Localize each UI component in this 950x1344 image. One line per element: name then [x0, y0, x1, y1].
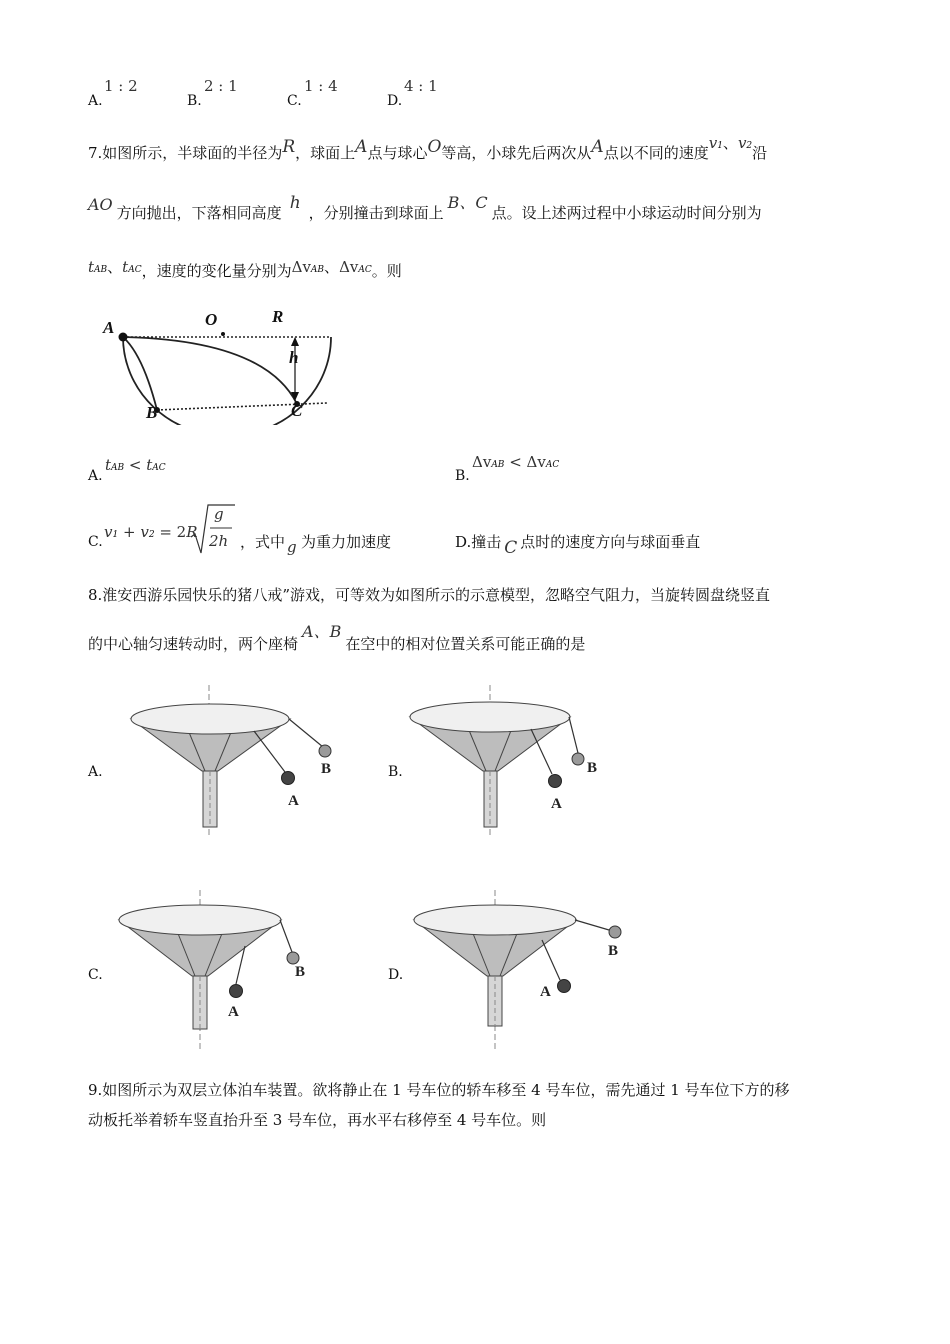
subscript: AC [152, 463, 166, 473]
q7-line-1 [88, 134, 768, 166]
label-r: R [272, 307, 284, 326]
q6-option-d-value: 4 : 1 [404, 77, 438, 95]
var-v: v [140, 523, 149, 541]
seat-b [319, 745, 331, 757]
rope-b [569, 717, 578, 753]
q7-var-ao: AO [88, 195, 113, 214]
subscript: 2 [148, 530, 155, 540]
rope-a [542, 940, 560, 980]
q7-subscript: AB [310, 265, 325, 275]
q9-line-2: 动板托举着轿车竖直抬升至 3 号车位，再水平右移停至 4 号车位。则 [88, 1111, 547, 1129]
trajectory-ab [123, 337, 157, 410]
var-t: t [146, 456, 153, 474]
q8-text: 的中心轴匀速转动时，两个座椅 [88, 635, 299, 653]
label-c: C [291, 401, 303, 420]
fraction-numerator: g [214, 505, 224, 523]
q7-text: ，球面上 [295, 144, 356, 162]
q6-option-b-value: 2 : 1 [204, 77, 238, 95]
label-o: O [205, 310, 218, 329]
label-a: A [228, 1004, 239, 1020]
q8-figure-b [405, 685, 617, 835]
q7-line-3 [88, 258, 402, 284]
label-b: B [587, 760, 598, 776]
rope-b [575, 920, 609, 930]
q8-option-b-letter: B. [388, 764, 403, 780]
disk-top [131, 704, 289, 734]
q8-option-c-letter: C. [88, 967, 103, 983]
q7-separator: 、 [722, 134, 738, 152]
q9-line-1: 9.如图所示为双层立体泊车装置。欲将静止在 1 号车位的轿车移至 4 号车位，需先通过 1 号车位下方的移 [88, 1081, 790, 1099]
var-t: t [105, 456, 112, 474]
seat-b [287, 952, 299, 964]
option-text: ，式中 [240, 533, 286, 551]
q7-var-h: h [289, 193, 301, 213]
seat-a [230, 985, 243, 998]
var-v: v [104, 523, 113, 541]
q7-var-t: t [122, 258, 129, 276]
q7-var-v2: v [737, 134, 747, 152]
label-b: B [321, 761, 332, 777]
q7-var-dv: Δv [291, 258, 311, 276]
label-b: B [608, 943, 619, 959]
var-dv: Δv [472, 453, 492, 471]
option-letter: B. [455, 468, 470, 484]
q8-option-d-letter: D. [388, 967, 404, 983]
q6-option-a-letter: A. [88, 93, 103, 109]
label-a: A [551, 796, 562, 812]
point-o [221, 332, 225, 336]
option-letter: C. [88, 534, 103, 550]
q7-subscript: AC [358, 265, 372, 275]
q7-subscript: AC [128, 265, 142, 275]
q7-var-v1: v [708, 134, 718, 152]
label-a: A [103, 318, 115, 337]
label-b: B [295, 964, 306, 980]
q8-text: 在空中的相对位置关系可能正确的是 [345, 635, 586, 653]
q7-text: 方向抛出，下落相同高度 [116, 204, 282, 222]
q6-option-a-value: 1 : 2 [104, 77, 138, 95]
q7-text: 点以不同的速度 [603, 144, 709, 162]
seat-a [549, 775, 562, 788]
equals-two: = 2 [154, 523, 187, 541]
disk-top [410, 702, 570, 732]
less-than: < [124, 456, 147, 474]
option-text: 为重力加速度 [301, 533, 392, 551]
subscript: 1 [112, 530, 119, 540]
q7-text: ，分别撞击到球面上 [308, 204, 444, 222]
q8-option-a-letter: A. [88, 764, 103, 780]
q7-var-t: t [88, 258, 95, 276]
q6-option-b-letter: B. [187, 93, 202, 109]
rope-b [280, 920, 292, 952]
subscript: AC [545, 460, 560, 470]
label-a: A [288, 793, 299, 809]
q7-text: ，速度的变化量分别为 [141, 262, 292, 280]
subscript: AB [111, 463, 125, 473]
q7-hemisphere-figure [95, 300, 340, 425]
q7-subscript: 1 [717, 141, 723, 151]
q7-text: 点。设上述两过程中小球运动时间分别为 [491, 204, 762, 222]
q7-var-bc: B、C [447, 193, 488, 212]
q7-separator: 、 [107, 258, 123, 276]
rope-b [289, 719, 323, 747]
q7-var-r: R [282, 137, 296, 157]
fraction-denominator: 2h [209, 532, 229, 550]
var-c: C [504, 538, 518, 558]
var-r: R [186, 523, 198, 541]
q6-option-d-letter: D. [387, 93, 403, 109]
q7-var-dv: Δv [339, 258, 359, 276]
q7-text: 7.如图所示，半球面的半径为 [88, 144, 283, 162]
option-letter: D. [455, 533, 472, 551]
trajectory-ac [123, 337, 297, 404]
q7-var-o: O [427, 137, 442, 157]
q8-line-2 [88, 622, 586, 654]
disk-top [414, 905, 576, 935]
arrow-up [291, 337, 299, 346]
disk-top [119, 905, 281, 935]
q8-figure-d [410, 890, 640, 1050]
q7-var-a: A [355, 137, 368, 157]
q7-subscript: 2 [746, 141, 753, 151]
q7-var-a: A [591, 137, 604, 157]
option-text: 撞击 [471, 533, 502, 551]
rope-a [254, 731, 285, 772]
less-than: < [504, 453, 527, 471]
var-dv: Δv [526, 453, 546, 471]
plus-sign: + [118, 523, 141, 541]
seat-b [572, 753, 584, 765]
q8-line-1: 8.淮安西游乐园快乐的猪八戒”游戏，可等效为如图所示的示意模型，忽略空气阻力，当旋转圆盘绕竖直 [88, 586, 770, 604]
point-a [119, 333, 128, 342]
q8-figure-a [128, 685, 340, 835]
q7-text: 等高，小球先后两次从 [441, 144, 592, 162]
q7-text: 点与球心 [367, 144, 428, 162]
q8-figure-c [115, 890, 327, 1050]
seat-a [282, 772, 295, 785]
label-a: A [540, 984, 551, 1000]
var-g: g [287, 538, 297, 556]
seat-a [558, 980, 571, 993]
option-letter: A. [88, 468, 103, 484]
option-text: 点时的速度方向与球面垂直 [520, 533, 701, 551]
q6-option-c-value: 1 : 4 [304, 77, 338, 95]
label-h: h [289, 348, 299, 367]
q7-line-2 [88, 193, 762, 223]
subscript: AB [491, 460, 505, 470]
seat-b [609, 926, 621, 938]
label-b: B [146, 403, 158, 422]
q7-subscript: AB [94, 265, 108, 275]
q7-text: 沿 [752, 144, 768, 162]
q6-option-c-letter: C. [287, 93, 302, 109]
q7-separator: 、 [324, 258, 340, 276]
q7-text: 。则 [371, 262, 402, 280]
q8-var-ab: A、B [302, 622, 342, 641]
